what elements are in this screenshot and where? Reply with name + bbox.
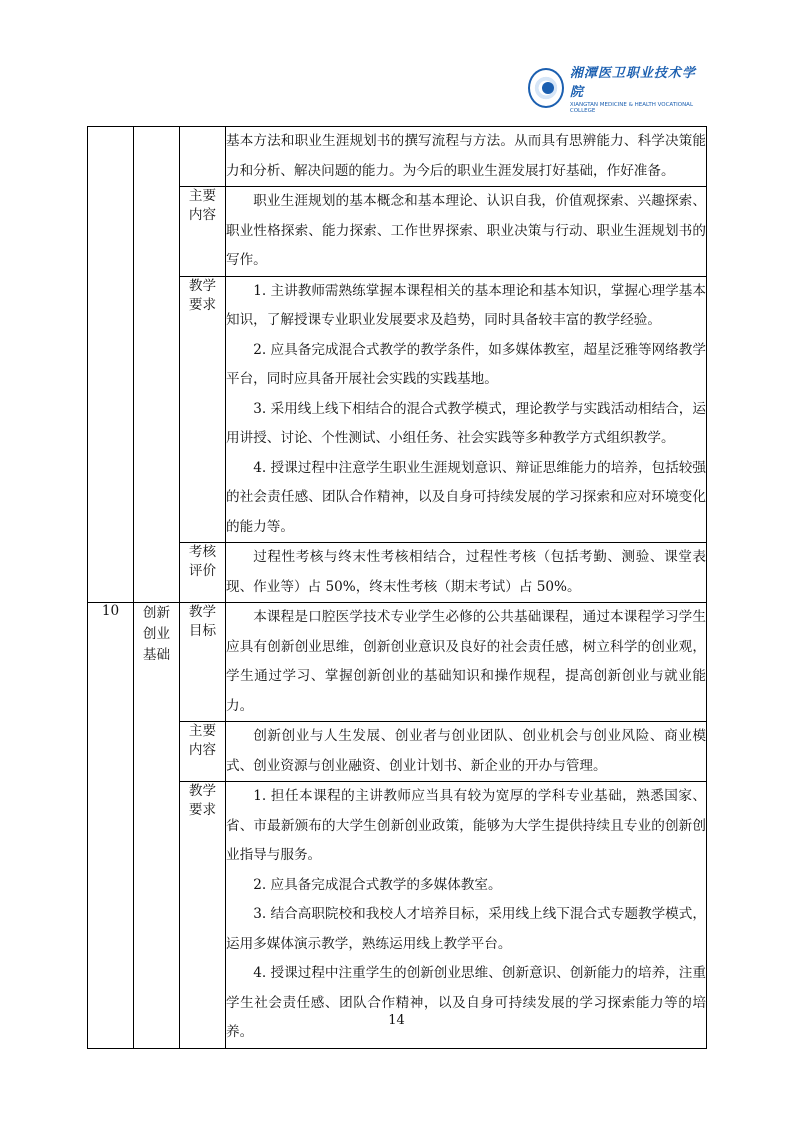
cell-label-line: 要求 — [188, 802, 217, 818]
course-index: 10 — [101, 603, 120, 619]
item-label-cell — [180, 722, 226, 782]
item-text-cell — [226, 543, 707, 603]
item-text-cell — [226, 276, 707, 543]
cell-label-line: 教学 — [188, 783, 217, 799]
table-row — [88, 276, 707, 543]
table-row — [88, 782, 707, 1049]
item-label-cell — [180, 543, 226, 603]
paragraph: 基本方法和职业生涯规划书的撰写流程与方法。从而具有思辨能力、科学决策能力和分析、解决问题的能力。为今后的职业生涯发展打好基础，作好准备。 — [226, 133, 706, 179]
course-name-cell — [134, 127, 180, 603]
college-logo-text — [570, 62, 703, 114]
paragraph: 职业生涯规划的基本概念和基本理论、认识自我，价值观探索、兴趣探索、职业性格探索、能力探索、工作世界探索、职业决策与行动、职业生涯规划书的写作。 — [226, 193, 706, 268]
cell-label-line: 主要 — [188, 723, 217, 739]
cell-label-line: 内容 — [188, 207, 217, 223]
item-text-cell — [226, 722, 707, 782]
item-text-cell — [226, 127, 707, 187]
paragraph: 过程性考核与终末性考核相结合，过程性考核（包括考勤、测验、课堂表现、作业等）占 50%，终末性考核（期末考试）占 50%。 — [226, 549, 706, 595]
table-row — [88, 603, 707, 722]
table-row — [88, 127, 707, 187]
item-label-cell — [180, 276, 226, 543]
paragraph: 创新创业与人生发展、创业者与创业团队、创业机会与创业风险、商业模式、创业资源与创业融资、创业计划书、新企业的开办与管理。 — [226, 728, 706, 774]
college-name-cn: 湘潭医卫职业技术学院 — [569, 66, 696, 100]
page-number: 14 — [388, 1013, 405, 1028]
cell-label-line: 评价 — [188, 563, 217, 579]
paragraph: 4. 授课过程中注重学生的创新创业思维、创新意识、创新能力的培养，注重学生社会责任感、团队合作精神，以及自身可持续发展的学习探索能力等的培养。 — [226, 965, 706, 1040]
item-label-cell — [180, 127, 226, 187]
table-row — [88, 543, 707, 603]
item-label-cell — [180, 782, 226, 1049]
item-text-cell — [226, 187, 707, 277]
cell-label-line: 要求 — [188, 296, 217, 313]
paragraph: 3. 采用线上线下相结合的混合式教学模式，理论教学与实践活动相结合，运用讲授、讨论、个性测试、小组任务、社会实践等多种教学方式组织教学。 — [226, 400, 706, 446]
course-index-cell — [88, 603, 134, 1049]
college-name-en: XIANGTAN MEDICINE & HEALTH VOCATIONAL COLLEGE — [569, 102, 694, 114]
table-row — [88, 187, 707, 277]
paragraph: 1. 主讲教师需熟练掌握本课程相关的基本理论和基本知识，掌握心理学基本知识，了解授课专业职业发展要求及趋势，同时具备较丰富的教学经验。 — [226, 282, 706, 328]
paragraph: 本课程是口腔医学技术专业学生必修的公共基础课程，通过本课程学习学生应具有创新创业思维，创新创业意识及良好的社会责任感，树立科学的创业观，学生通过学习、掌握创新创业的基础知识和操作规程，提高创新创业与就业能力。 — [226, 609, 706, 714]
course-name-cell — [134, 603, 180, 1049]
cell-label-line: 创新 — [142, 605, 171, 621]
item-label-cell — [180, 603, 226, 722]
item-text-cell — [226, 782, 707, 1049]
course-index-cell — [88, 127, 134, 603]
cell-label-line: 内容 — [188, 742, 217, 758]
table-row — [88, 722, 707, 782]
college-emblem-icon — [528, 68, 564, 108]
cell-label-line: 教学 — [188, 604, 217, 620]
paragraph: 2. 应具备完成混合式教学的教学条件，如多媒体教室，超星泛雅等网络教学平台，同时应具备开展社会实践的实践基地。 — [226, 341, 706, 387]
paragraph: 2. 应具备完成混合式教学的多媒体教室。 — [253, 876, 502, 893]
cell-label-line: 教学 — [188, 277, 217, 294]
college-logo — [528, 66, 703, 114]
item-label-cell — [180, 187, 226, 277]
curriculum-table — [87, 126, 707, 1049]
paragraph: 4. 授课过程中注意学生职业生涯规划意识、辩证思维能力的培养，包括较强的社会责任感、团队合作精神，以及自身可持续发展的学习探索和应对环境变化的能力等。 — [226, 459, 706, 535]
cell-label-line: 目标 — [188, 623, 217, 639]
cell-label-line: 基础 — [142, 647, 171, 663]
paragraph: 1. 担任本课程的主讲教师应当具有较为宽厚的学科专业基础，熟悉国家、省、市最新颁布的大学生创新创业政策，能够为大学生提供持续且专业的创新创业指导与服务。 — [226, 788, 706, 863]
cell-label-line: 主要 — [188, 188, 217, 204]
item-text-cell — [226, 603, 707, 722]
cell-label-line: 创业 — [142, 626, 171, 642]
cell-label-line: 考核 — [188, 544, 217, 560]
paragraph: 3. 结合高职院校和我校人才培养目标，采用线上线下混合式专题教学模式，运用多媒体演示教学，熟练运用线上教学平台。 — [226, 906, 706, 952]
